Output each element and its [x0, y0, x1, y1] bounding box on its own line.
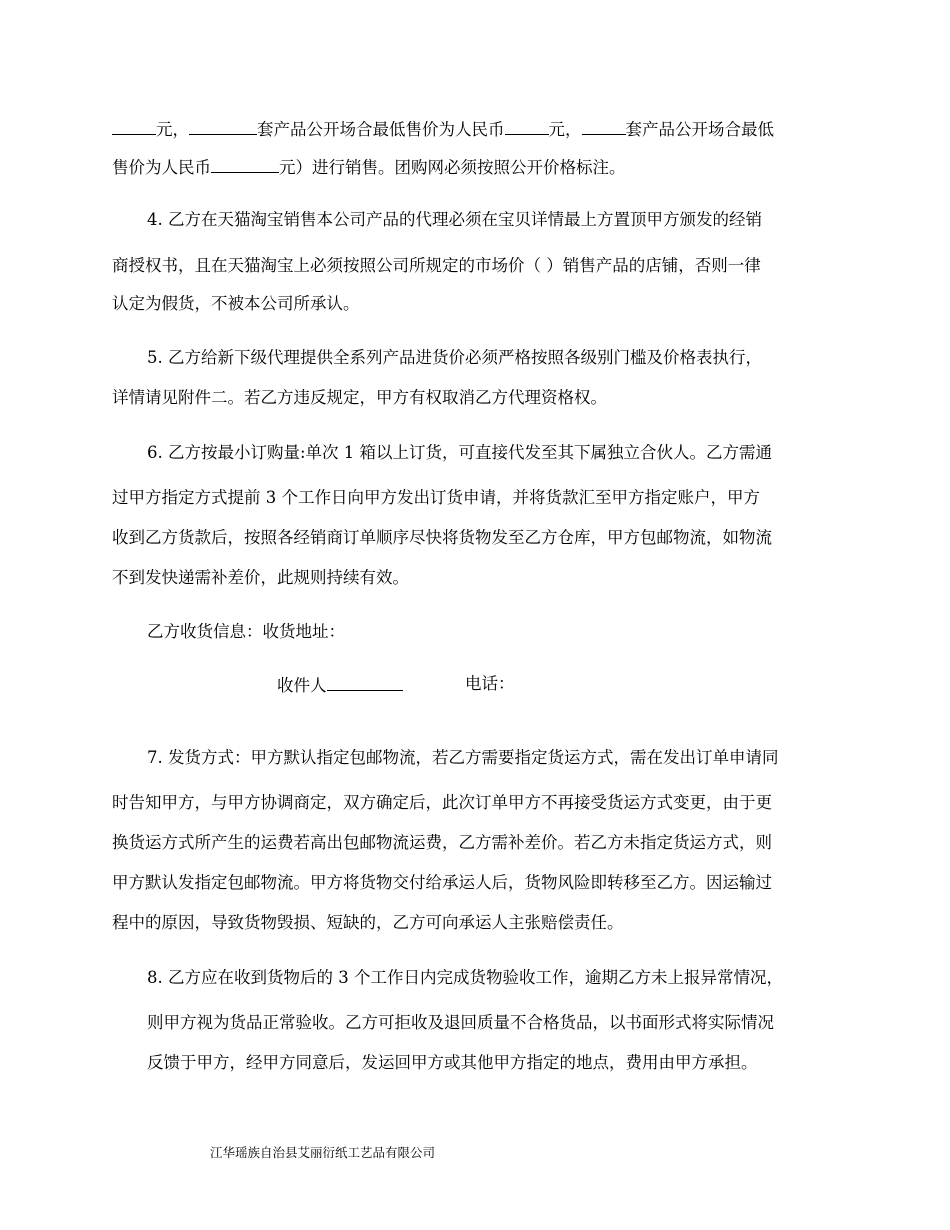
clause-8-line-3: 反馈于甲方，经甲方同意后，发运回甲方或其他甲方指定的地点，费用由甲方承担。: [147, 1053, 758, 1072]
clause-7-line-3: 换货运方式所产生的运费若高出包邮物流运费，乙方需补差价。若乙方未指定货运方式，则: [112, 833, 772, 852]
quantity-blank: [189, 120, 257, 135]
clause-5-line-2: 详情请见附件二。若乙方违反规定，甲方有权取消乙方代理资格权。: [112, 388, 607, 407]
clause-6-line-1: 6. 乙方按最小订购量:单次 1 箱以上订货，可直接代发至其下属独立合伙人。乙方需通: [147, 443, 773, 462]
price-blank: [211, 158, 279, 173]
clause-4-line-2: 商授权书，且在天猫淘宝上必须按照公司所规定的市场价（ ）销售产品的店铺，否则一律: [112, 256, 761, 275]
price-line-2: [112, 158, 626, 177]
phone-label: 电话：: [465, 674, 515, 693]
clause-6-line-3: 收到乙方货款后，按照各经销商订单顺序尽快将货物发至乙方仓库，甲方包邮物流，如物流: [112, 528, 772, 547]
clause-4-line-3: 认定为假货，不被本公司所承认。: [112, 294, 360, 313]
text-fragment: 元，: [156, 120, 189, 139]
text-fragment: 元）进行销售。团购网必须按照公开价格标注。: [279, 158, 626, 177]
clause-7-line-2: 时告知甲方，与甲方协调商定，双方确定后，此次订单甲方不再接受货运方式变更，由于更: [112, 793, 772, 812]
clause-8-line-1: 8. 乙方应在收到货物后的 3 个工作日内完成货物验收工作，逾期乙方未上报异常情况，: [147, 968, 783, 987]
receiver-row: [277, 676, 403, 695]
text-fragment: 套产品公开场合最低售价为人民币: [257, 120, 505, 139]
clause-7-line-4: 甲方默认发指定包邮物流。甲方将货物交付给承运人后，货物风险即转移至乙方。因运输过: [112, 873, 772, 892]
text-fragment: 套产品公开场合最低: [625, 120, 774, 139]
clause-5-line-1: 5. 乙方给新下级代理提供全系列产品进货价必须严格按照各级别门槛及价格表执行，: [147, 348, 762, 367]
receiver-label: 收件人: [277, 676, 327, 695]
text-fragment: 元，: [548, 120, 582, 139]
clause-6-line-4: 不到发快递需补差价，此规则持续有效。: [112, 568, 409, 587]
text-fragment: 售价为人民币: [112, 158, 211, 177]
clause-4-line-1: 4. 乙方在天猫淘宝销售本公司产品的代理必须在宝贝详情最上方置顶甲方颁发的经销: [147, 210, 762, 229]
clause-6-line-2: 过甲方指定方式提前 3 个工作日向甲方发出订货申请，并将货款汇至甲方指定账户，甲方: [112, 488, 760, 507]
price-line-1: [112, 120, 774, 139]
clause-8-line-2: 则甲方视为货品正常验收。乙方可拒收及退回质量不合格货品，以书面形式将实际情况: [147, 1013, 774, 1032]
price-blank: [505, 120, 549, 135]
footer-company-name: 江华瑶族自治县艾丽衍纸工艺品有限公司: [210, 1145, 436, 1160]
clause-7-line-1: 7. 发货方式：甲方默认指定包邮物流，若乙方需要指定货运方式，需在发出订单申请同: [147, 748, 779, 767]
receipt-info-label: 乙方收货信息：收货地址：: [147, 622, 345, 641]
price-blank: [112, 120, 156, 135]
quantity-blank: [582, 120, 626, 135]
receiver-blank: [327, 676, 403, 691]
clause-7-line-5: 程中的原因，导致货物毁损、短缺的，乙方可向承运人主张赔偿责任。: [112, 913, 624, 932]
